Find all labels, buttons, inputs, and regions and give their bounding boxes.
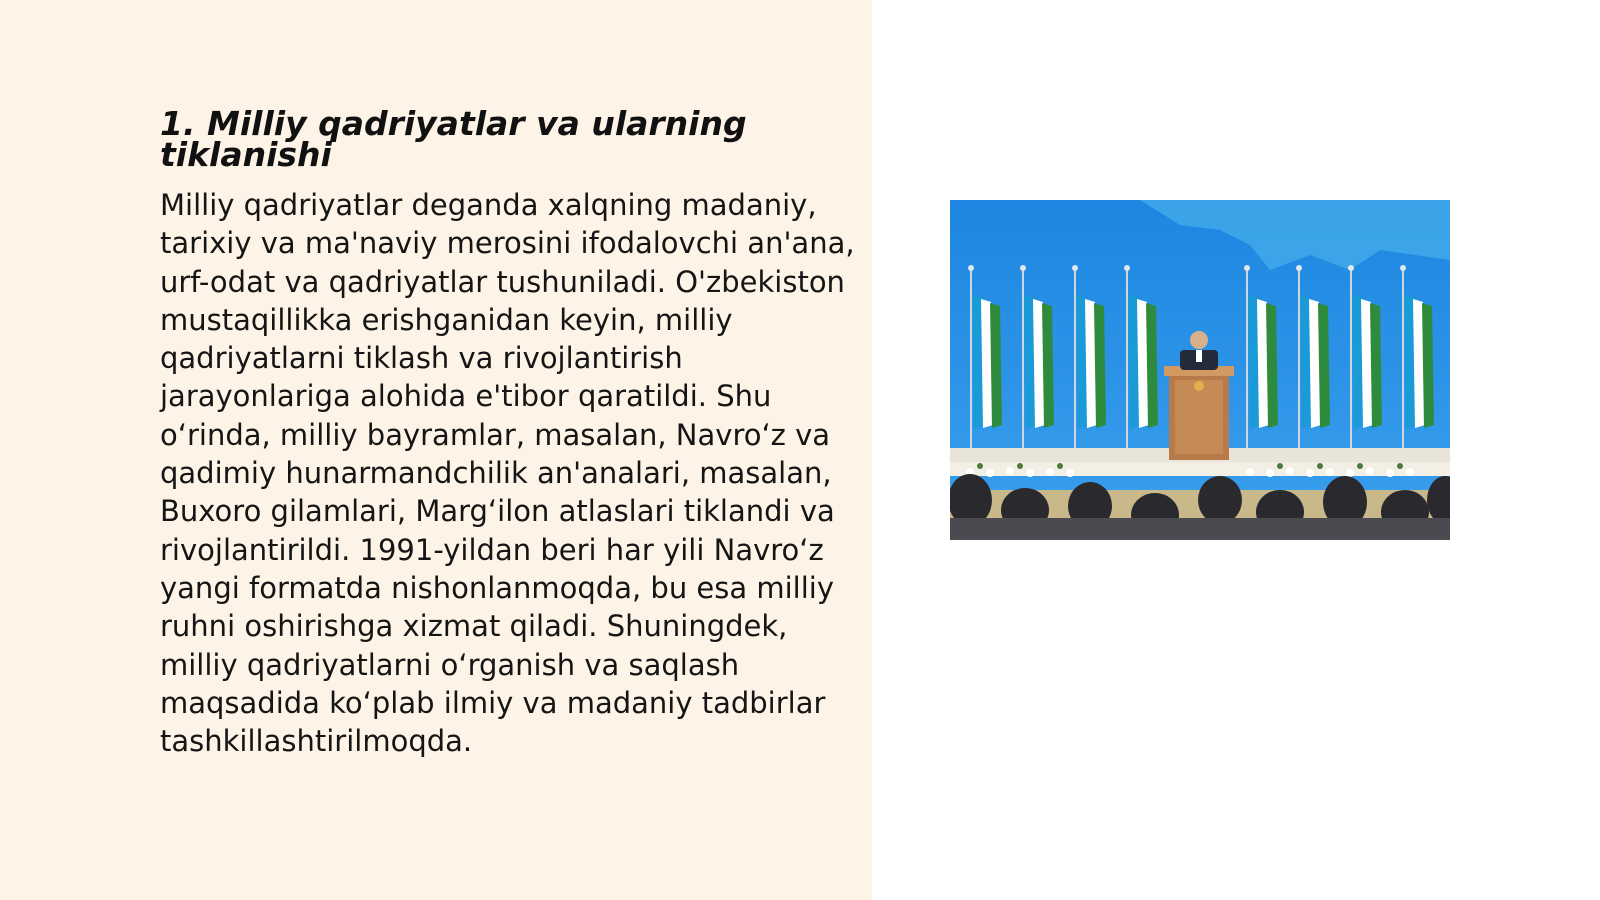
- ceremony-photo-illustration: [950, 200, 1450, 540]
- slide-title: 1. Milliy qadriyatlar va ularning tiklanishi: [160, 104, 747, 174]
- ceremony-photo: [950, 200, 1450, 540]
- slide-body-text: Milliy qadriyatlar deganda xalqning madaniy, tarixiy va ma'naviy merosini ifodalovchi an'ana, urf-odat va qadriyatlar tushuniladi. O'zbekiston mustaqillikka erishganidan keyin, milliy qadriyatlarni tiklash va rivojlantirish jarayonlariga alohida e'tibor qaratildi. Shu o‘rinda, milliy bayramlar, masalan, Navro‘z va qadimiy hunarmandchilik an'analari, masalan, Buxoro gilamlari, Marg‘ilon atlaslari tiklandi va rivojlantirildi. 1991-yildan beri har yili Navro‘z yangi formatda nishonlanmoqda, bu esa milliy ruhni oshirishga xizmat qiladi. Shuningdek, milliy qadriyatlarni o‘rganish va saqlash maqsadida ko‘plab ilmiy va madaniy tadbirlar tashkillashtirilmoqda.: [160, 188, 855, 759]
